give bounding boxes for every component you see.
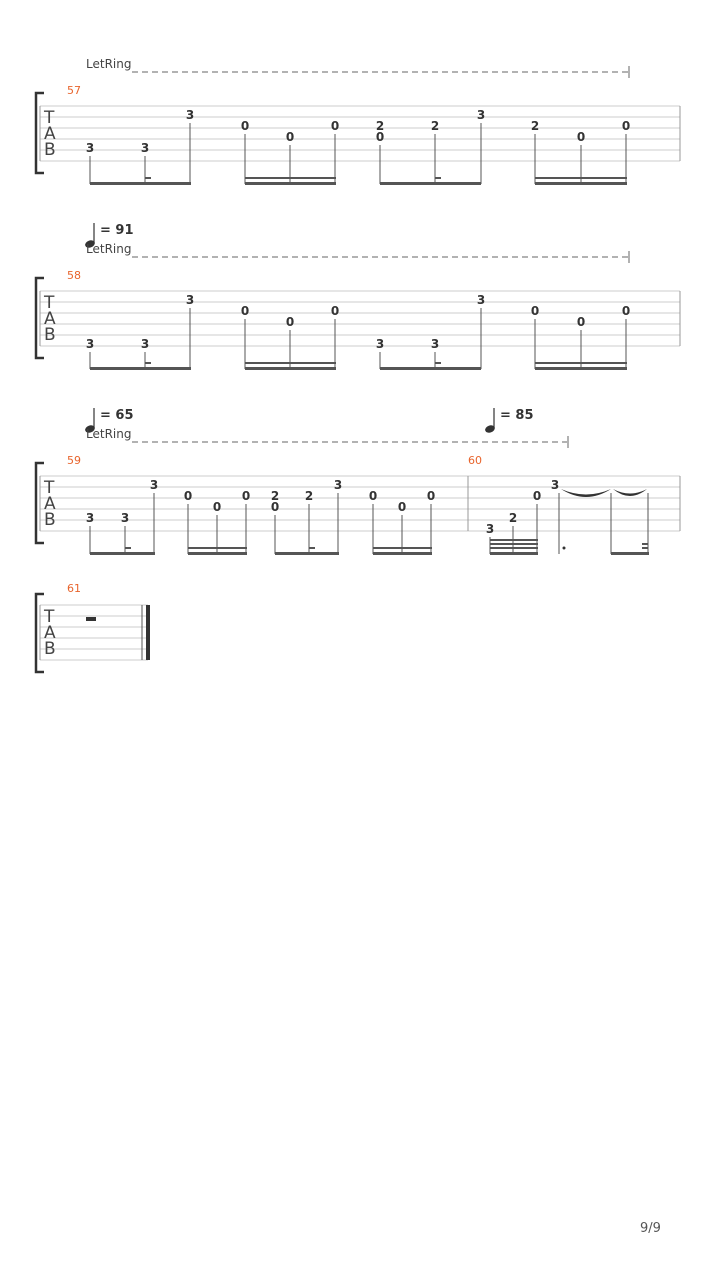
tab-letter-b: B [44,639,56,659]
staff-lines [40,605,148,660]
tab-letter-b: B [44,510,56,530]
fret-number: 3 [120,511,130,525]
fret-number: 3 [185,293,195,307]
tie-arc [561,489,611,497]
fret-number: 0 [368,489,378,503]
fret-number: 0 [330,304,340,318]
fret-number: 0 [330,119,340,133]
fret-number: 2 [375,119,385,133]
fret-number: 2 [530,119,540,133]
let-ring-label: LetRing [86,57,132,71]
fret-number: 0 [576,130,586,144]
fret-number: 2 [508,511,518,525]
measure-number: 60 [468,454,482,467]
note-stems [90,123,626,184]
tempo-marking: = 85 [500,408,534,423]
fret-number: 3 [375,337,385,351]
fret-number: 3 [85,511,95,525]
tab-letter-a: A [44,623,56,643]
tab-system [36,223,680,370]
let-ring-label: LetRing [86,427,132,441]
tie-arc [613,489,647,496]
tab-system [36,582,150,672]
tab-letter-t: T [44,607,55,627]
fret-number: 0 [397,500,407,514]
fret-number: 3 [140,141,150,155]
note-beams [90,539,649,555]
tab-system [36,57,680,185]
tempo-marking: = 91 [100,223,134,238]
fret-number: 0 [576,315,586,329]
fret-number: 3 [140,337,150,351]
measure-number: 59 [67,454,81,467]
fret-number: 3 [476,108,486,122]
fret-number: 3 [476,293,486,307]
augmentation-dot [563,547,566,550]
fret-numbers [86,108,630,155]
staff-lines [40,476,680,531]
tab-letter-a: A [44,494,56,514]
fret-number: 0 [212,500,222,514]
fret-number: 3 [430,337,440,351]
fret-number: 0 [240,304,250,318]
fret-number: 0 [270,500,280,514]
fret-number: 0 [532,489,542,503]
fret-number: 0 [426,489,436,503]
fret-number: 0 [621,119,631,133]
fret-number: 2 [304,489,314,503]
final-barline-thick [146,605,150,660]
fret-number: 3 [333,478,343,492]
fret-number: 3 [85,141,95,155]
note-beams [90,177,627,185]
fret-number: 3 [185,108,195,122]
fret-number: 3 [485,522,495,536]
fret-number: 3 [149,478,159,492]
measure-number: 58 [67,269,81,282]
page-number: 9/9 [640,1221,661,1236]
note-beams [90,362,627,370]
fret-number: 0 [285,130,295,144]
fret-number: 0 [240,119,250,133]
fret-number: 0 [241,489,251,503]
tab-letter-t: T [44,108,55,128]
fret-number: 3 [550,478,560,492]
fret-number: 0 [183,489,193,503]
fret-number: 2 [270,489,280,503]
tab-letter-b: B [44,325,56,345]
tab-letter-t: T [44,478,55,498]
measure-number: 61 [67,582,81,595]
tab-letter-b: B [44,140,56,160]
let-ring-label: LetRing [86,242,132,256]
tab-system [36,408,680,555]
tempo-marking: = 65 [100,408,134,423]
tab-letter-a: A [44,124,56,144]
fret-number: 0 [530,304,540,318]
note-stems [90,308,626,369]
fret-number: 0 [375,130,385,144]
measure-number: 57 [67,84,81,97]
tab-letter-a: A [44,309,56,329]
fret-number: 0 [285,315,295,329]
fret-number: 0 [621,304,631,318]
fret-number: 3 [85,337,95,351]
fret-number: 2 [430,119,440,133]
tab-letter-t: T [44,293,55,313]
whole-rest-icon [86,617,96,621]
